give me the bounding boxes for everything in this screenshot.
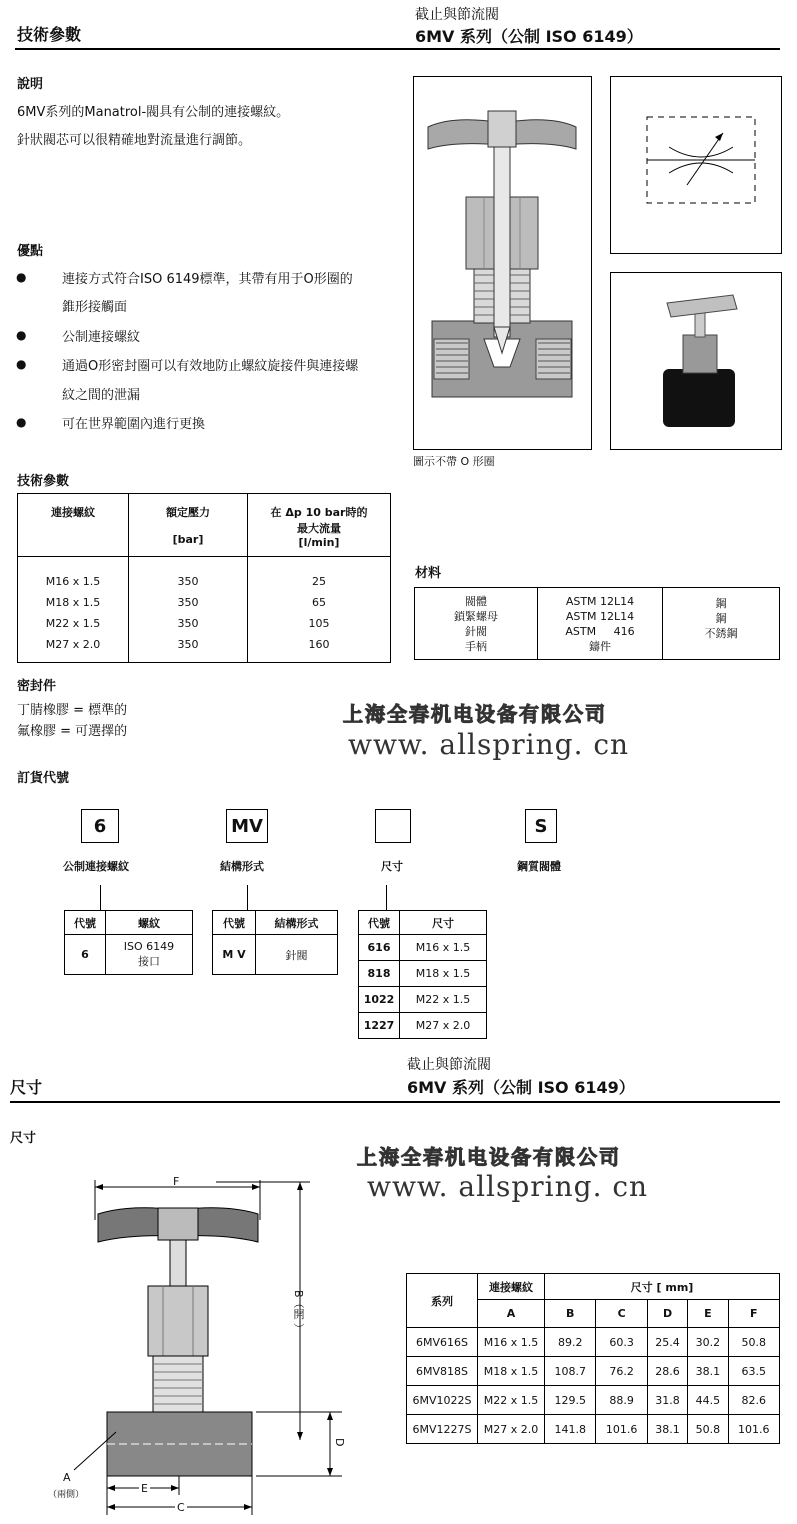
bullet-icon: ● (16, 328, 27, 342)
table-cell: 108.7 (545, 1357, 596, 1386)
table-cell: 101.6 (596, 1415, 647, 1444)
table-cell: M22 x 1.5 (400, 987, 487, 1013)
bullet-icon: ● (16, 357, 27, 371)
advantages-heading: 優點 (17, 244, 44, 259)
bullet-icon: ● (16, 270, 27, 284)
table-cell: 6MV1022S (407, 1386, 478, 1415)
product-subtitle: 截止與節流閥 (407, 1057, 491, 1073)
table-cell: 38.1 (647, 1415, 687, 1444)
column-header: 結構形式 (256, 911, 338, 935)
table-cell: M16 x 1.5 (478, 1328, 545, 1357)
seals-heading: 密封件 (17, 679, 57, 694)
column-header: 螺紋 (106, 911, 193, 935)
valve-photo-icon (611, 273, 781, 449)
table-cell: 63.5 (728, 1357, 779, 1386)
dimensions-heading: 尺寸 (10, 1131, 37, 1146)
order-code-label: 公制連接螺紋 (63, 860, 129, 873)
product-title: 6MV 系列（公制 ISO 6149） (415, 27, 643, 46)
table-cell: 89.2 (545, 1328, 596, 1357)
connector-line (100, 885, 101, 910)
type-code-table (212, 910, 338, 975)
order-code-label: 尺寸 (381, 860, 403, 873)
list-item: 錐形接觸面 (62, 300, 128, 315)
table-cell: 針閥 (256, 935, 338, 975)
table-cell: 6MV616S (407, 1328, 478, 1357)
description-line: 6MV系列的Manatrol-閥具有公制的連接螺紋。 (17, 105, 290, 120)
table-cell: 50.8 (728, 1328, 779, 1357)
table-cell: 350 350 350 350 (129, 557, 248, 663)
description-line: 針狀閥芯可以很精確地對流量進行調節。 (17, 133, 252, 148)
table-cell: 閥體 鎖緊螺母 針閥 手柄 (415, 588, 538, 660)
table-cell: 28.6 (647, 1357, 687, 1386)
list-item: 通過O形密封圈可以有效地防止螺紋旋接件與連接螺 (62, 359, 359, 374)
throttle-symbol-icon (611, 77, 781, 253)
order-code-box: 6 (81, 809, 119, 843)
table-cell: 818 (359, 961, 400, 987)
table-row (407, 1386, 780, 1415)
column-header: E (688, 1300, 728, 1328)
table-cell: M16 x 1.5 M18 x 1.5 M22 x 1.5 M27 x 2.0 (18, 557, 129, 663)
table-cell: 101.6 (728, 1415, 779, 1444)
dimension-label-a: A (63, 1471, 71, 1484)
table-cell: 鋼 鋼 不銹鋼 (663, 588, 780, 660)
materials-heading: 材料 (415, 566, 442, 581)
column-header: A (478, 1300, 545, 1328)
product-title: 6MV 系列（公制 ISO 6149） (407, 1078, 635, 1097)
seal-option: 氟橡膠 = 可選擇的 (17, 724, 128, 739)
table-cell: 50.8 (688, 1415, 728, 1444)
table-row (407, 1415, 780, 1444)
watermark-company: 上海全春机电设备有限公司 (343, 702, 607, 726)
table-cell: 82.6 (728, 1386, 779, 1415)
dimension-label-f: F (173, 1175, 180, 1188)
page-section-title: 尺寸 (10, 1078, 43, 1097)
table-cell: ASTM 12L14 ASTM 12L14 ASTM 416 鑄件 (538, 588, 663, 660)
table-cell: 30.2 (688, 1328, 728, 1357)
table-cell: 616 (359, 935, 400, 961)
table-cell: 6MV818S (407, 1357, 478, 1386)
table-cell: M18 x 1.5 (478, 1357, 545, 1386)
column-header: 額定壓力 [bar] (129, 494, 248, 557)
bullet-icon: ● (16, 415, 27, 429)
watermark-url: www. allspring. cn (348, 728, 630, 761)
table-cell: 129.5 (545, 1386, 596, 1415)
table-cell: M18 x 1.5 (400, 961, 487, 987)
ordering-heading: 訂貨代號 (17, 771, 70, 786)
table-cell: M16 x 1.5 (400, 935, 487, 961)
connector-line (386, 885, 387, 910)
table-cell: 6 (65, 935, 106, 975)
column-header: 在 Δp 10 bar時的 最大流量 [l/min] (248, 494, 391, 557)
seal-option: 丁腈橡膠 = 標準的 (17, 703, 128, 718)
list-item: 紋之間的泄漏 (62, 388, 141, 403)
product-subtitle: 截止與節流閥 (415, 7, 499, 23)
table-cell: M27 x 2.0 (400, 1013, 487, 1039)
list-item: 連接方式符合ISO 6149標準，其帶有用于O形圈的 (62, 272, 353, 287)
dimension-label-d: D (333, 1438, 346, 1447)
table-cell: 44.5 (688, 1386, 728, 1415)
table-cell: 141.8 (545, 1415, 596, 1444)
dimension-label-e: E (141, 1482, 148, 1495)
dimension-drawing (20, 1170, 350, 1520)
thread-code-table (64, 910, 193, 975)
column-header: B (545, 1300, 596, 1328)
table-row (407, 1328, 780, 1357)
dimension-note-a: （兩側） (48, 1490, 85, 1500)
table-cell: 25 65 105 160 (248, 557, 391, 663)
column-header: 尺寸 [ mm] (545, 1274, 780, 1300)
dimension-label-b: B（開 ） (292, 1290, 305, 1335)
dimension-label-c: C (177, 1501, 185, 1514)
order-code-box: MV (226, 809, 268, 843)
watermark-url: www. allspring. cn (367, 1170, 649, 1203)
description-heading: 說明 (17, 77, 44, 92)
column-header: 代號 (359, 911, 400, 935)
table-cell: 76.2 (596, 1357, 647, 1386)
table-cell: 38.1 (688, 1357, 728, 1386)
materials-table (414, 587, 780, 660)
table-cell: 1227 (359, 1013, 400, 1039)
table-cell: M22 x 1.5 (478, 1386, 545, 1415)
connector-line (247, 885, 248, 910)
order-code-box: S (525, 809, 557, 843)
valve-cutaway-figure (413, 76, 592, 450)
table-cell: M27 x 2.0 (478, 1415, 545, 1444)
list-item: 公制連接螺紋 (62, 330, 141, 345)
table-row (407, 1357, 780, 1386)
table-cell: 31.8 (647, 1386, 687, 1415)
table-cell: 1022 (359, 987, 400, 1013)
table-cell: 6MV1227S (407, 1415, 478, 1444)
tech-params-heading: 技術參數 (17, 474, 70, 489)
page-section-title: 技術參數 (17, 25, 82, 44)
header-rule (15, 48, 780, 50)
watermark-company: 上海全春机电设备有限公司 (357, 1145, 621, 1169)
table-cell: ISO 6149 接口 (106, 935, 193, 975)
column-header: F (728, 1300, 779, 1328)
order-code-label: 鋼質閥體 (517, 860, 561, 873)
figure-caption: 圖示不帶 O 形圈 (413, 455, 495, 468)
table-cell: 25.4 (647, 1328, 687, 1357)
column-header: 連接螺紋 (478, 1274, 545, 1300)
column-header: D (647, 1300, 687, 1328)
valve-cutaway-icon (414, 77, 591, 449)
size-code-table (358, 910, 487, 1039)
column-header: 代號 (65, 911, 106, 935)
header-rule (10, 1101, 780, 1103)
hydraulic-symbol-figure (610, 76, 782, 254)
column-header: 系列 (407, 1274, 478, 1328)
column-header: 連接螺紋 (18, 494, 129, 557)
tech-params-table (17, 493, 391, 663)
valve-dimension-icon (20, 1170, 350, 1520)
table-cell: M V (213, 935, 256, 975)
dimensions-table (406, 1273, 780, 1444)
column-header: 代號 (213, 911, 256, 935)
table-cell: 88.9 (596, 1386, 647, 1415)
column-header: C (596, 1300, 647, 1328)
valve-photo-figure (610, 272, 782, 450)
table-cell: 60.3 (596, 1328, 647, 1357)
order-code-box (375, 809, 411, 843)
order-code-label: 結構形式 (220, 860, 264, 873)
column-header: 尺寸 (400, 911, 487, 935)
list-item: 可在世界範圍內進行更換 (62, 417, 206, 432)
